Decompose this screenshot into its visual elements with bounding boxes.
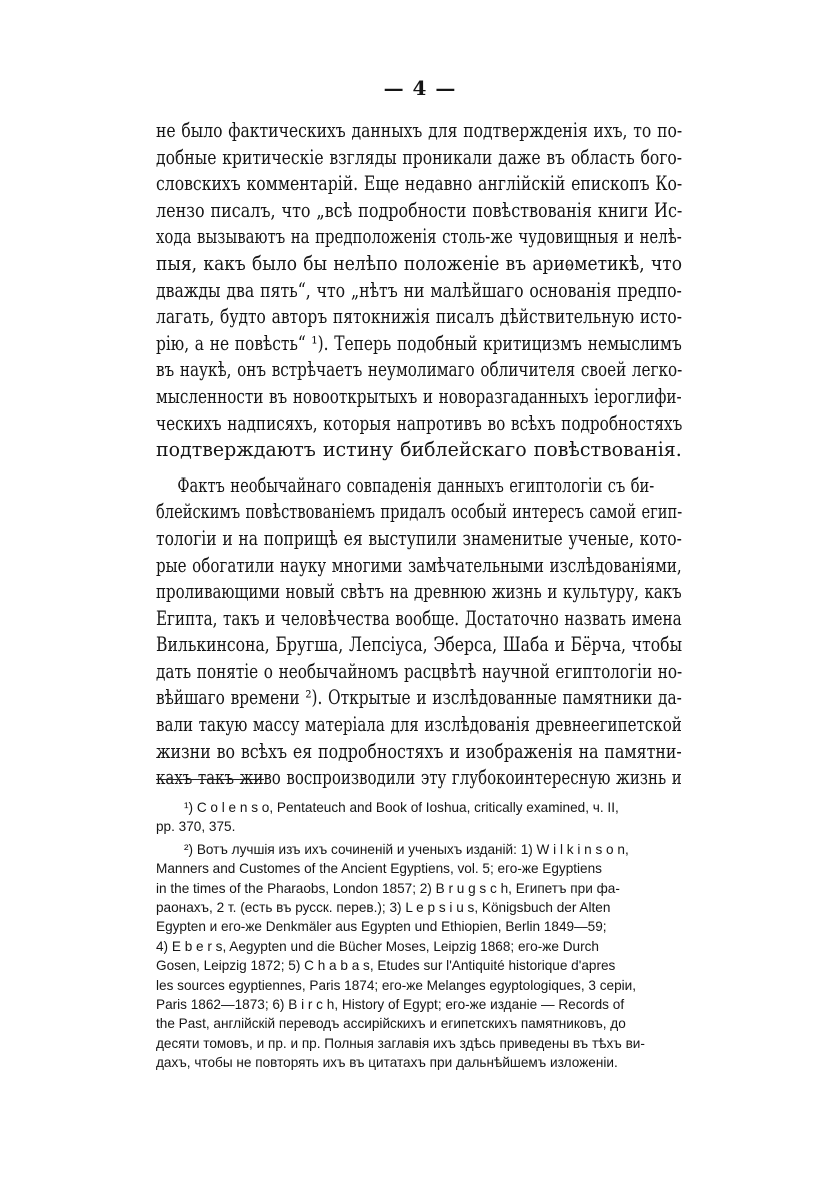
footnote-line: Egypten и его-же Denkmäler aus Egypten und Ethiopien, Berlin 1849—59;	[156, 919, 607, 935]
text-line: Вилькинсона, Бругша, Лепсіуса, Эберса, Шаба и Бёрча, чтобы	[156, 633, 683, 657]
footnote-line: десяти томовъ, и пр. и пр. Полныя заглавія ихъ здѣсь приведены въ тѣхъ ви-	[156, 1035, 645, 1051]
text-line: подтверждаютъ истину библейскаго повѣствованія.	[156, 438, 682, 462]
text-line: добные критическіе взгляды проникали даже въ область бого-	[156, 145, 683, 169]
footnote-2	[156, 840, 686, 1073]
text-line: хода вызываютъ на предположенія столь-же чудовищныя и нелѣ-	[156, 225, 682, 249]
main-text	[156, 118, 682, 801]
text-line: жизни во всѣхъ ея подробностяхъ и изображенія на памятни-	[156, 739, 682, 763]
text-line: проливающими новый свѣтъ на древнюю жизнь и культуру, какъ	[156, 580, 682, 604]
text-line: блейскимъ повѣствованіемъ придалъ особый интересъ самой егип-	[156, 500, 683, 524]
footnote-line: Paris 1862—1873; 6) B i r c h, History of Egypt; его-же изданіе — Records of	[156, 997, 625, 1013]
footnote-line: раонахъ, 2 т. (есть въ русск. перев.); 3) L e p s i u s, Königsbuch der Alten	[156, 900, 611, 916]
text-line: Фактъ необычайнаго совпаденія данныхъ египтологіи съ би-	[177, 473, 655, 497]
text-line: не было фактическихъ данныхъ для подтвержденія ихъ, то по-	[156, 119, 683, 142]
text-line: въ наукѣ, онъ встрѣчаетъ неумолимаго обличителя своей легко-	[156, 358, 683, 382]
footnote-divider	[156, 779, 264, 780]
text-line: дважды два пять“, что „нѣтъ ни малѣйшаго основанія предпо-	[156, 278, 682, 302]
text-line: словскихъ комментарій. Еще недавно англійскій епископъ Ко-	[156, 172, 683, 196]
footnote-line: ¹) C o l e n s o, Pentateuch and Book of Ioshua, critically examined, ч. II,	[184, 800, 619, 815]
text-line: дать понятіе о необычайномъ расцвѣтѣ научной египтологіи но-	[156, 659, 683, 683]
text-line: пыя, какъ было бы нелѣпо положеніе въ ариѳметикѣ, что	[156, 251, 683, 275]
text-line: вали такую массу матеріала для изслѣдованія древнеегипетской	[156, 713, 682, 737]
text-line: вѣйшаго времени ²). Открытые и изслѣдованные памятники да-	[156, 686, 682, 710]
paragraph-1	[156, 118, 682, 464]
text-line: мысленности въ новооткрытыхъ и новоразгаданныхъ іероглифи-	[156, 384, 682, 408]
footnote-line: Manners and Customes of the Ancient Egyptiens, vol. 5; его-же Egyptiens	[156, 861, 602, 877]
footnotes	[156, 798, 686, 1076]
text-line: кахъ такъ живо воспроизводили эту глубокоинтересную жизнь и	[156, 766, 682, 790]
footnote-line: дахъ, чтобы не повторять ихъ въ цитатахъ при дальнѣйшемъ изложеніи.	[156, 1055, 618, 1071]
text-line: Египта, такъ и человѣчества вообще. Достаточно назвать имена	[156, 606, 682, 630]
footnote-line: ²) Вотъ лучшія изъ ихъ сочиненій и ученыхъ изданій: 1) W i l k i n s o n,	[184, 841, 629, 857]
footnote-line: Gosen, Leipzig 1872; 5) C h a b a s, Etudes sur l'Antiquité historique d'apres	[156, 958, 616, 974]
text-line: лагать, будто авторъ пятокнижія писалъ дѣйствительную исто-	[156, 305, 682, 329]
footnote-line: in the times of the Pharaobs, London 1857; 2) B r u g s c h, Египетъ при фа-	[156, 880, 620, 896]
text-line: ческихъ надписяхъ, которыя напротивъ во всѣхъ подробностяхъ	[156, 411, 683, 435]
footnote-1	[156, 798, 686, 837]
footnote-line: the Past, англійскій переводъ ассирійскихъ и египетскихъ памятниковъ, до	[156, 1016, 626, 1032]
text-line: рію, а не повѣсть“ ¹). Теперь подобный критицизмъ немыслимъ	[156, 331, 682, 355]
footnote-line: pp. 370, 375.	[156, 819, 236, 835]
footnote-line: 4) E b e r s, Aegypten und die Bücher Moses, Leipzig 1868; его-же Durch	[156, 938, 599, 954]
text-line: лензо писалъ, что „всѣ подробности повѣствованія книги Ис-	[156, 198, 683, 222]
page-number: — 4 —	[383, 76, 457, 100]
text-line: тологіи и на поприщѣ ея выступили знаменитые ученые, кото-	[156, 526, 682, 550]
footnote-line: les sources egyptiennes, Paris 1874; его-же Melanges egyptologiques, 3 серіи,	[156, 977, 637, 993]
paragraph-2	[156, 473, 682, 792]
text-line: рые обогатили науку многими замѣчательными изслѣдованіями,	[156, 553, 682, 577]
